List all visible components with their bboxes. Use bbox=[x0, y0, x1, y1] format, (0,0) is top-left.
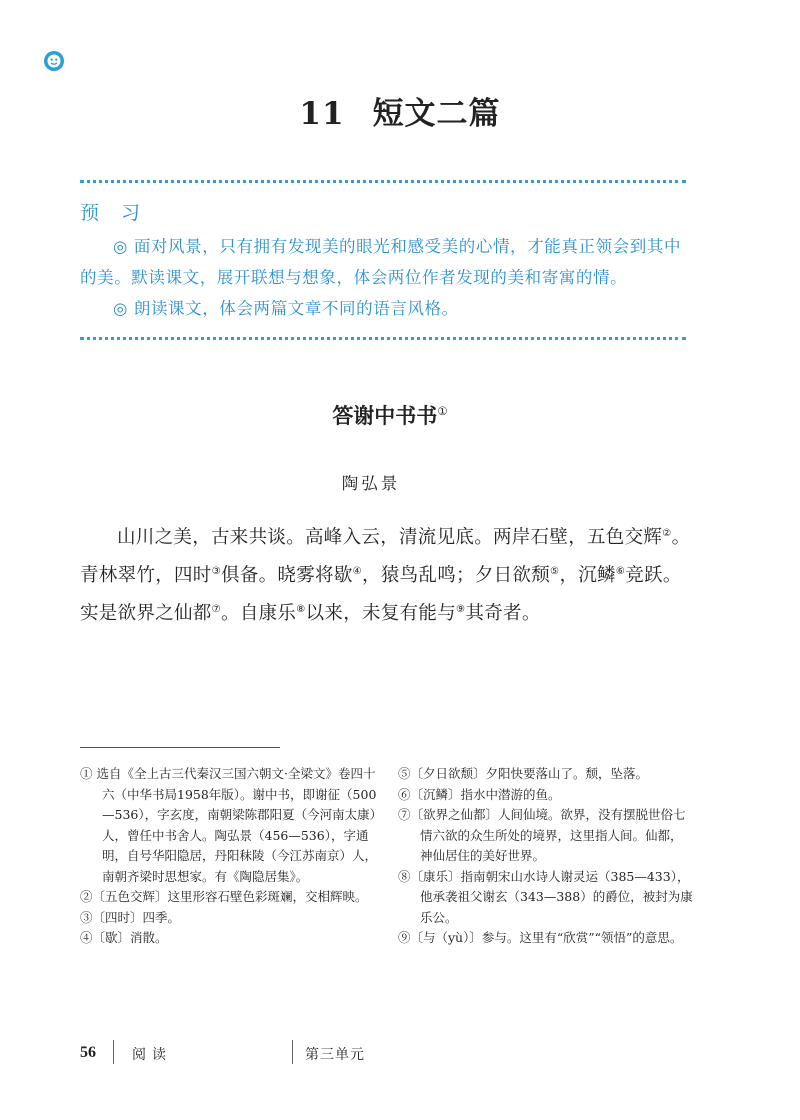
footnote-mark: ⑦ bbox=[211, 604, 222, 616]
footnotes-right-column bbox=[398, 764, 694, 949]
essay-body bbox=[80, 517, 692, 631]
footnote-mark: ⑤ bbox=[550, 566, 560, 578]
preview-item-2: ◎ 朗读课文，体会两篇文章不同的语言风格。 bbox=[113, 299, 459, 318]
footnote-mark: ⑥ bbox=[615, 566, 626, 578]
lesson-title bbox=[0, 88, 800, 133]
footnote-6: ⑥〔沉鳞〕指水中潜游的鱼。 bbox=[398, 786, 561, 802]
essay-title-text: 答谢中书书 bbox=[332, 403, 438, 428]
bottom-dotted-divider bbox=[80, 337, 686, 340]
page-footer bbox=[0, 1040, 800, 1068]
footnote-4: ④〔歇〕消散。 bbox=[80, 930, 168, 945]
footnote-1: ① 选自《全上古三代秦汉三国六朝文·全梁文》卷四十六（中华书局1958年版）。谢中书，即谢征（500—536），字玄度，南朝梁陈郡阳夏（今河南太康）人，曾任中书舍人。陶弘景（456—536），字通明，自号华阳隐居，丹阳秣陵（今江苏南京）人，南朝齐梁时思想家。有《陶隐居集》。 bbox=[80, 766, 378, 884]
body-text: 俱备。晓雾将歇 bbox=[221, 565, 353, 587]
footnote-mark: ③ bbox=[211, 566, 222, 578]
top-dotted-divider bbox=[80, 180, 686, 183]
footnote-mark: ⑨ bbox=[456, 604, 466, 616]
footnote-rule bbox=[80, 747, 280, 748]
page-number: 56 bbox=[80, 1044, 96, 1061]
essay-title-footnote: ① bbox=[437, 404, 448, 418]
footnote-mark: ⑧ bbox=[296, 604, 306, 616]
footer-unit: 第三单元 bbox=[305, 1047, 365, 1063]
body-text: ，沉鳞 bbox=[559, 565, 616, 587]
preview-item-1: ◎ 面对风景，只有拥有发现美的眼光和感受美的心情，才能真正领会到其中的美。默读课文，展开联想与想象，体会两位作者发现的美和寄寓的情。 bbox=[80, 237, 682, 287]
essay-title bbox=[0, 400, 780, 430]
body-text: 山川之美，古来共谈。高峰入云，清流见底。两岸石壁，五色交辉 bbox=[117, 527, 663, 549]
lesson-name: 短文二篇 bbox=[372, 96, 501, 132]
smiley-icon bbox=[44, 51, 64, 71]
footnote-7: ⑦〔欲界之仙都〕人间仙境。欲界，没有摆脱世俗七情六欲的众生所处的境界，这里指人间。仙都，神仙居住的美好世界。 bbox=[398, 807, 686, 863]
body-text: 。青林翠竹，四时 bbox=[80, 527, 691, 587]
footer-divider bbox=[292, 1040, 293, 1064]
footnote-2: ②〔五色交辉〕这里形容石壁色彩斑斓，交相辉映。 bbox=[80, 889, 368, 904]
body-text: ，猿鸟乱鸣；夕日欲颓 bbox=[362, 565, 551, 587]
lesson-number: 11 bbox=[299, 96, 345, 132]
footnote-9: ⑨〔与（yù）〕参与。这里有“欣赏”“领悟”的意思。 bbox=[398, 930, 683, 945]
footnotes-left-column bbox=[80, 764, 382, 949]
preview-heading: 预 习 bbox=[80, 202, 149, 224]
body-text: 以来，未复有能与 bbox=[305, 603, 457, 625]
footnote-mark: ④ bbox=[352, 566, 363, 578]
body-text: 竞跃。实是欲界之仙都 bbox=[80, 565, 682, 625]
preview-section bbox=[80, 198, 686, 324]
body-text: 其奇者。 bbox=[465, 603, 541, 625]
body-text: 。自康乐 bbox=[221, 603, 297, 625]
author: 陶弘景 bbox=[341, 474, 401, 493]
footnote-5: ⑤〔夕日欲颓〕夕阳快要落山了。颓，坠落。 bbox=[398, 766, 649, 781]
footer-divider bbox=[113, 1040, 114, 1064]
footnote-8: ⑧〔康乐〕指南朝宋山水诗人谢灵运（385—433），他承袭祖父谢玄（343—388）的爵位，被封为康乐公。 bbox=[398, 868, 693, 925]
footnote-3: ③〔四时〕四季。 bbox=[80, 909, 181, 925]
footnote-mark: ② bbox=[662, 528, 672, 539]
footer-section: 阅读 bbox=[132, 1047, 172, 1063]
